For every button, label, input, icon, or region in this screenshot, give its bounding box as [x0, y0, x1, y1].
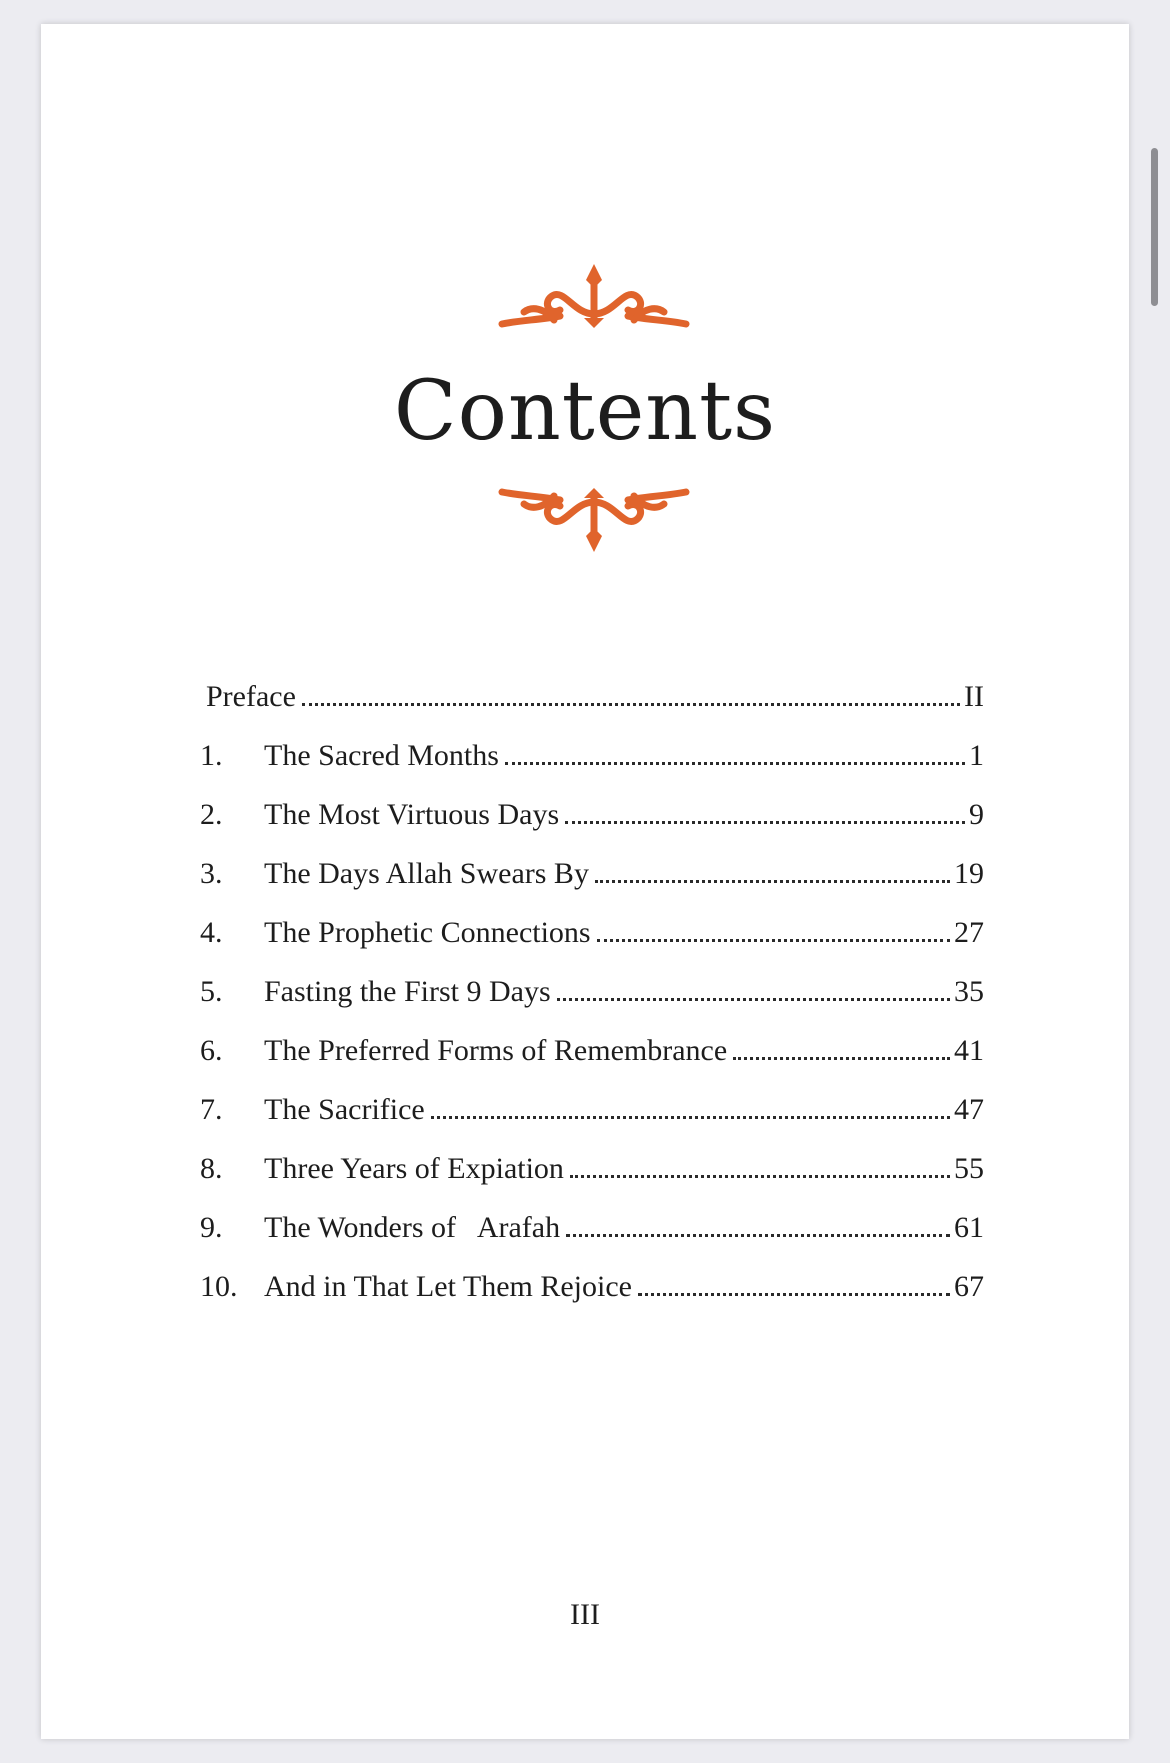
toc-dot-leader: [431, 1116, 950, 1119]
toc-entry-4[interactable]: [200, 916, 984, 975]
toc-dot-leader: [505, 762, 965, 765]
toc-entry-page: 27: [954, 916, 984, 949]
toc-entry-number: 10.: [200, 1270, 238, 1303]
toc-entry-preface[interactable]: [200, 680, 984, 739]
toc-entry-title: Three Years of Expiation: [264, 1152, 564, 1185]
toc-dot-leader: [557, 998, 950, 1001]
toc-entry-10[interactable]: [200, 1270, 984, 1329]
toc-entry-1[interactable]: [200, 739, 984, 798]
toc-entry-page: 1: [969, 739, 984, 772]
toc-entry-title: The Sacrifice: [264, 1093, 425, 1126]
toc-entry-number: 1.: [200, 739, 223, 772]
ornament-top-icon: [494, 258, 694, 348]
toc-entry-7[interactable]: [200, 1093, 984, 1152]
toc-entry-page: 55: [954, 1152, 984, 1185]
toc-entry-number: 7.: [200, 1093, 223, 1126]
toc-entry-number: 5.: [200, 975, 223, 1008]
toc-entry-6[interactable]: [200, 1034, 984, 1093]
toc-entry-page: 67: [954, 1270, 984, 1303]
page-title: Contents: [393, 364, 777, 459]
toc-entry-page: 61: [954, 1211, 984, 1244]
toc-entry-2[interactable]: [200, 798, 984, 857]
toc-entry-title: The Wonders of Arafah: [264, 1211, 561, 1244]
toc-dot-leader: [566, 1234, 950, 1237]
toc-entry-page: 47: [954, 1093, 984, 1126]
table-of-contents: [200, 680, 984, 1329]
toc-dot-leader: [302, 703, 960, 706]
ornament-bottom-icon: [494, 468, 694, 558]
toc-entry-title: The Days Allah Swears By: [264, 857, 589, 890]
toc-dot-leader: [638, 1293, 950, 1296]
toc-entry-9[interactable]: [200, 1211, 984, 1270]
toc-entry-page: 41: [954, 1034, 984, 1067]
toc-entry-3[interactable]: [200, 857, 984, 916]
toc-dot-leader: [570, 1175, 950, 1178]
toc-entry-number: 9.: [200, 1211, 223, 1244]
vertical-scrollbar[interactable]: [1151, 148, 1158, 306]
page-number: III: [570, 1598, 600, 1631]
toc-entry-page: 9: [969, 798, 984, 831]
toc-dot-leader: [595, 880, 950, 883]
toc-entry-title: Fasting the First 9 Days: [264, 975, 551, 1008]
toc-dot-leader: [733, 1057, 950, 1060]
toc-entry-title: The Prophetic Connections: [264, 916, 591, 949]
toc-entry-title: The Sacred Months: [264, 739, 499, 772]
toc-dot-leader: [597, 939, 950, 942]
toc-entry-title: And in That Let Them Rejoice: [264, 1270, 632, 1303]
toc-entry-title: The Preferred Forms of Remembrance: [264, 1034, 728, 1067]
toc-entry-page: 19: [954, 857, 984, 890]
toc-entry-number: 8.: [200, 1152, 223, 1185]
toc-entry-8[interactable]: [200, 1152, 984, 1211]
toc-entry-number: 4.: [200, 916, 223, 949]
toc-entry-page: 35: [954, 975, 984, 1008]
toc-dot-leader: [565, 821, 965, 824]
toc-entry-number: 3.: [200, 857, 223, 890]
toc-entry-page: II: [964, 680, 984, 713]
toc-entry-number: 2.: [200, 798, 223, 831]
toc-entry-number: 6.: [200, 1034, 223, 1067]
toc-entry-5[interactable]: [200, 975, 984, 1034]
toc-entry-title: Preface: [206, 680, 296, 713]
toc-entry-title: The Most Virtuous Days: [264, 798, 560, 831]
